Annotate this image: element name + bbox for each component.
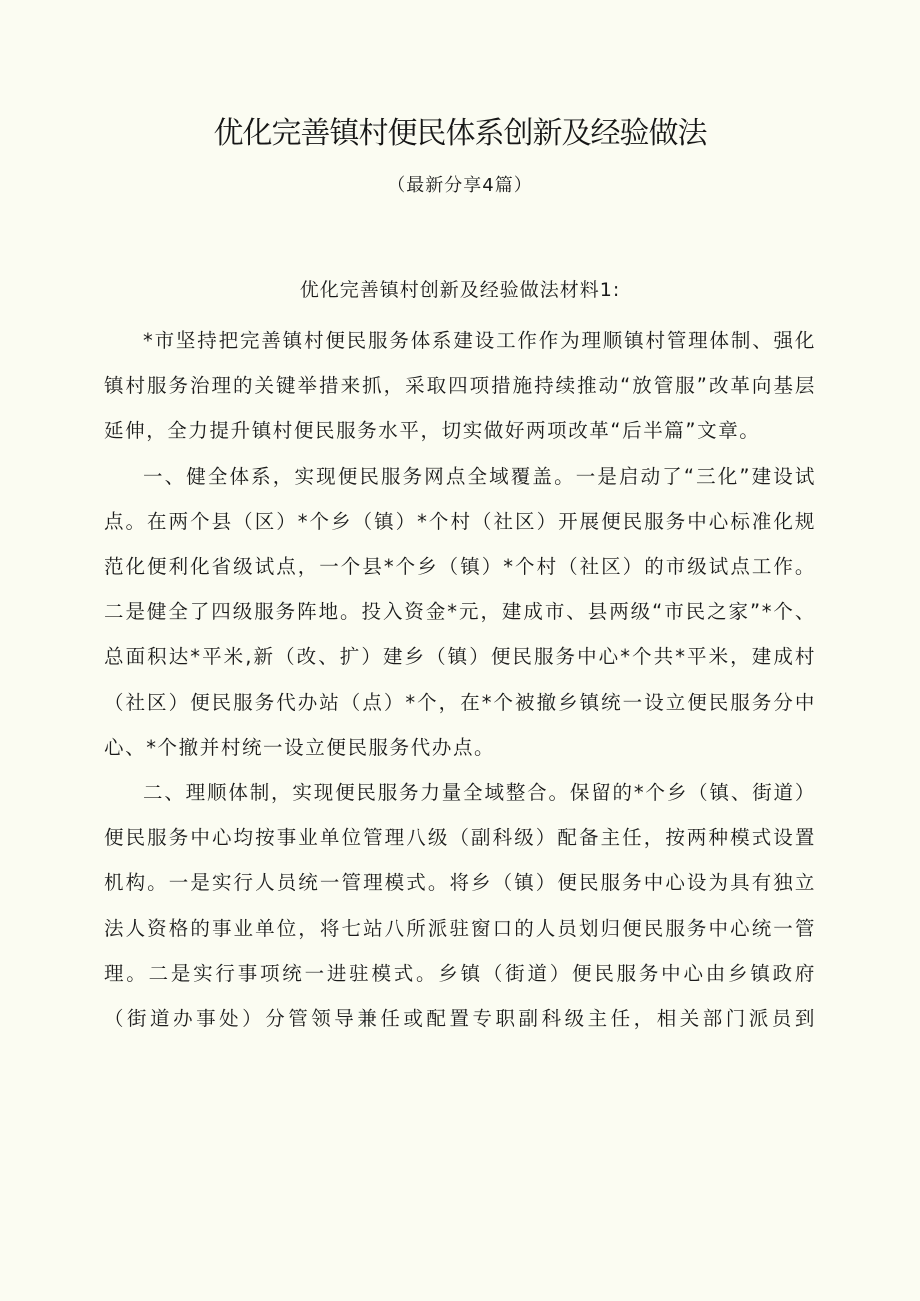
section-heading: 优化完善镇村创新及经验做法材料1: <box>299 279 621 301</box>
document-subtitle: （最新分享4篇） <box>387 175 533 196</box>
paragraph-one: 一、健全体系，实现便民服务网点全域覆盖。一是启动了“三化”建设试点。在两个县（区）*个乡（镇）*个村（社区）开展便民服务中心标准化规范化便利化省级试点，一个县*个乡（镇）*个村（社区）的市级试点工作。二是健全了四级服务阵地。投入资金*元，建成市、县两级“市民之家”*个、总面积达*平米,新（改、扩）建乡（镇）便民服务中心*个共*平米，建成村（社区）便民服务代办站（点）*个，在*个被撤乡镇统一设立便民服务分中心、*个撤并村统一设立便民服务代办点。 <box>104 464 816 759</box>
document-title: 优化完善镇村便民体系创新及经验做法 <box>213 116 707 151</box>
paragraph-two: 二、理顺体制，实现便民服务力量全域整合。保留的*个乡（镇、街道）便民服务中心均按事业单位管理八级（副科级）配备主任，按两种模式设置机构。一是实行人员统一管理模式。将乡（镇）便民服务中心设为具有独立法人资格的事业单位，将七站八所派驻窗口的人员划归便民服务中心统一管理。二是实行事项统一进驻模式。乡镇（街道）便民服务中心由乡镇政府（街道办事处）分管领导兼任或配置专职副科级主任，相关部门派员到 <box>104 781 816 1031</box>
paragraph-intro: *市坚持把完善镇村便民服务体系建设工作作为理顺镇村管理体制、强化镇村服务治理的关键举措来抓，采取四项措施持续推动“放管服”改革向基层延伸，全力提升镇村便民服务水平，切实做好两项改革“后半篇”文章。 <box>104 329 816 443</box>
body-text <box>104 318 816 1041</box>
